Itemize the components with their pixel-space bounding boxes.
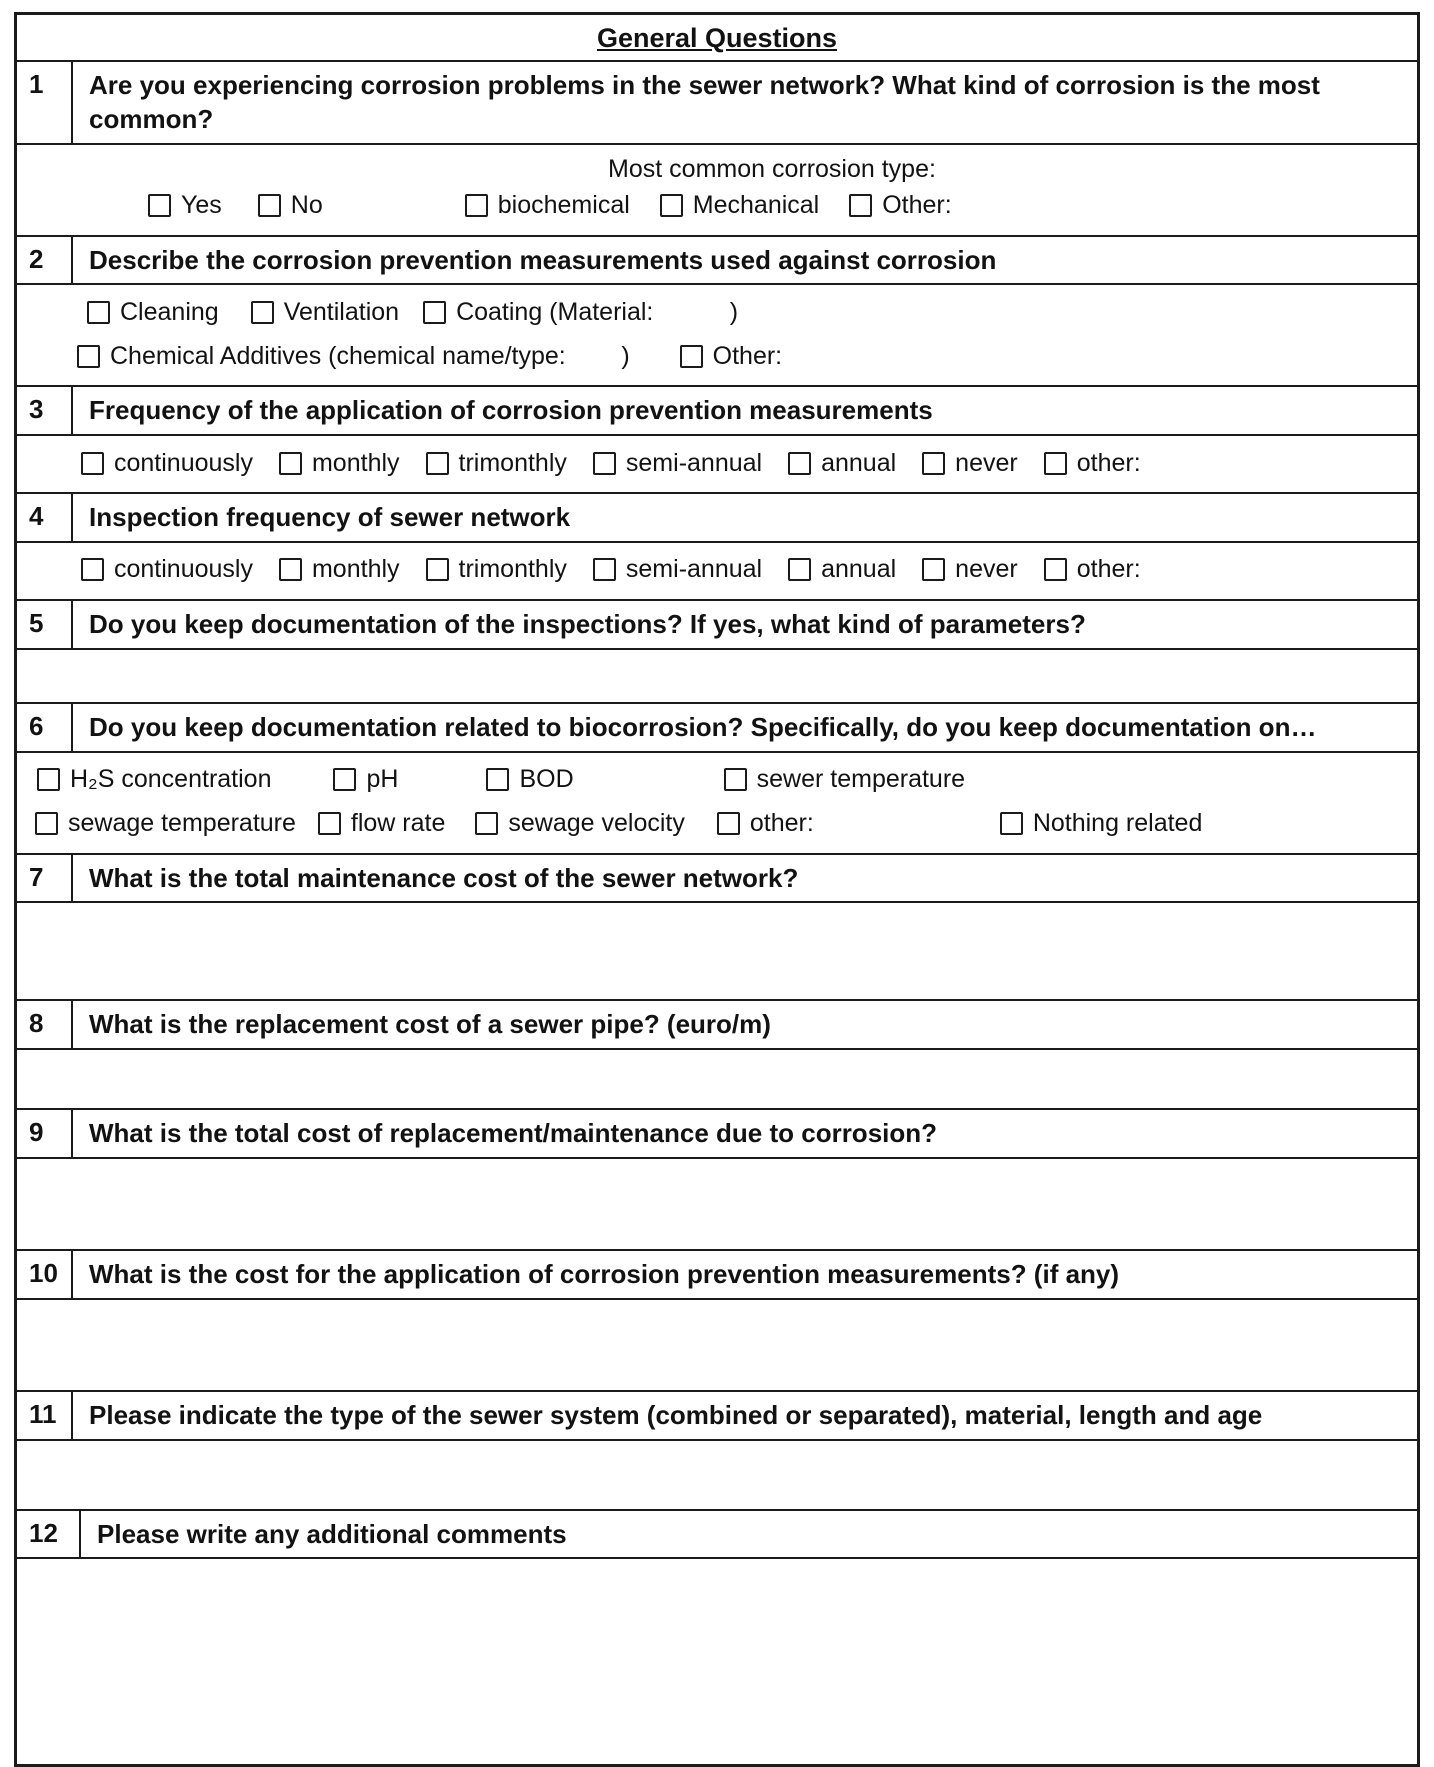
- question-number: 4: [17, 494, 73, 541]
- question-number: 2: [17, 237, 73, 284]
- checkbox-icon[interactable]: [258, 194, 281, 217]
- checkbox-icon[interactable]: [717, 812, 740, 835]
- question-number: 7: [17, 855, 73, 902]
- question-text: Please write any additional comments: [97, 1518, 567, 1549]
- checkbox-icon[interactable]: [486, 768, 509, 791]
- checkbox-continuously[interactable]: [81, 555, 253, 584]
- answer-area[interactable]: [17, 1300, 1417, 1390]
- checkbox-icon[interactable]: [423, 301, 446, 324]
- checkbox-other-frequency[interactable]: [1044, 555, 1141, 584]
- checkbox-label: never: [955, 555, 1018, 584]
- question-text: What is the cost for the application of corrosion prevention measurements? (if any): [89, 1258, 1120, 1289]
- question-row-10: [17, 1249, 1417, 1298]
- checkbox-icon[interactable]: [77, 345, 100, 368]
- checkbox-yes[interactable]: [148, 191, 222, 220]
- checkbox-label: monthly: [311, 448, 400, 477]
- question-number: 12: [17, 1511, 81, 1558]
- checkbox-label: Nothing related: [1032, 809, 1203, 838]
- question-text: What is the replacement cost of a sewer pipe? (euro/m): [89, 1009, 771, 1040]
- checkbox-label: Other:: [712, 341, 783, 370]
- checkbox-never[interactable]: [922, 555, 1018, 584]
- answer-area[interactable]: [17, 903, 1417, 999]
- checkbox-icon[interactable]: [593, 558, 616, 581]
- checkbox-semi-annual[interactable]: [593, 555, 762, 584]
- checkbox-label: semi-annual: [625, 555, 763, 584]
- question-text: Are you experiencing corrosion problems in the sewer network? What kind of corrosion is the most common?: [89, 70, 1320, 134]
- checkbox-label: Ventilation: [283, 297, 400, 326]
- answer-row-11: [17, 1439, 1417, 1509]
- checkbox-icon[interactable]: [593, 452, 616, 475]
- answer-row-7: [17, 901, 1417, 999]
- checkbox-icon[interactable]: [426, 452, 449, 475]
- question-row-1: [17, 60, 1417, 143]
- checkbox-trimonthly[interactable]: [426, 449, 567, 478]
- question-text: Inspection frequency of sewer network: [89, 502, 571, 533]
- checkbox-label: Chemical Additives (chemical name/type: ): [110, 341, 630, 370]
- checkbox-label: pH: [366, 765, 399, 794]
- question-row-7: [17, 853, 1417, 902]
- checkbox-icon[interactable]: [922, 558, 945, 581]
- question-2-options: [17, 283, 1417, 385]
- checkbox-label: annual: [821, 555, 897, 584]
- checkbox-icon[interactable]: [426, 558, 449, 581]
- checkbox-label: sewer temperature: [756, 765, 966, 794]
- corrosion-type-note: Most common corrosion type:: [608, 154, 936, 183]
- checkbox-label: trimonthly: [458, 555, 567, 584]
- question-row-3: [17, 385, 1417, 434]
- checkbox-label: trimonthly: [458, 448, 567, 477]
- question-row-2: [17, 235, 1417, 284]
- question-number: 1: [17, 62, 73, 143]
- checkbox-trimonthly[interactable]: [426, 555, 567, 584]
- checkbox-label: Yes: [181, 191, 222, 220]
- checkbox-icon[interactable]: [81, 558, 104, 581]
- checkbox-label: Coating (Material: ): [456, 297, 739, 326]
- question-3-options: [17, 434, 1417, 492]
- checkbox-label: sewage velocity: [508, 809, 685, 838]
- question-row-11: [17, 1390, 1417, 1439]
- checkbox-icon[interactable]: [680, 345, 703, 368]
- checkbox-label: Cleaning: [120, 297, 219, 326]
- question-text: What is the total maintenance cost of the sewer network?: [89, 862, 799, 893]
- checkbox-icon[interactable]: [37, 768, 60, 791]
- checkbox-annual[interactable]: [788, 555, 896, 584]
- answer-row-8: [17, 1048, 1417, 1108]
- checkbox-semi-annual[interactable]: [593, 449, 762, 478]
- checkbox-ph[interactable]: [333, 765, 398, 794]
- answer-row-9: [17, 1157, 1417, 1249]
- checkbox-icon[interactable]: [788, 452, 811, 475]
- form-header: [17, 15, 1417, 60]
- checkbox-icon[interactable]: [148, 194, 171, 217]
- checkbox-chemical-additives[interactable]: [77, 342, 630, 371]
- checkbox-icon[interactable]: [475, 812, 498, 835]
- questionnaire-form: [14, 12, 1420, 1767]
- question-1-options: [17, 143, 1417, 235]
- checkbox-label: annual: [821, 448, 897, 477]
- answer-area[interactable]: [17, 1050, 1417, 1108]
- checkbox-label: No: [290, 191, 323, 220]
- question-4-options: [17, 541, 1417, 599]
- question-number: 10: [17, 1251, 73, 1298]
- checkbox-label: sewage temperature: [68, 809, 296, 838]
- checkbox-icon[interactable]: [922, 452, 945, 475]
- question-number: 11: [17, 1392, 73, 1439]
- checkbox-icon[interactable]: [1044, 558, 1067, 581]
- checkbox-label: H₂S concentration: [70, 765, 272, 794]
- checkbox-biochemical[interactable]: [465, 191, 630, 220]
- checkbox-icon[interactable]: [87, 301, 110, 324]
- checkbox-label: BOD: [519, 765, 574, 794]
- question-row-6: [17, 702, 1417, 751]
- checkbox-icon[interactable]: [279, 558, 302, 581]
- question-row-4: [17, 492, 1417, 541]
- checkbox-other-documentation[interactable]: [717, 809, 814, 838]
- checkbox-other-prevention[interactable]: [680, 342, 782, 371]
- question-text: Do you keep documentation related to biocorrosion? Specifically, do you keep documentation on…: [89, 711, 1317, 742]
- checkbox-icon[interactable]: [660, 194, 683, 217]
- checkbox-sewage-velocity[interactable]: [475, 809, 684, 838]
- checkbox-label: other:: [1076, 555, 1141, 584]
- checkbox-label: continuously: [114, 555, 253, 584]
- question-number: 8: [17, 1001, 73, 1048]
- checkbox-icon[interactable]: [279, 452, 302, 475]
- checkbox-bod[interactable]: [486, 765, 573, 794]
- answer-area[interactable]: [17, 1159, 1417, 1249]
- answer-row-5: [17, 648, 1417, 702]
- checkbox-never[interactable]: [922, 449, 1018, 478]
- checkbox-icon[interactable]: [724, 768, 747, 791]
- checkbox-sewer-temperature[interactable]: [724, 765, 965, 794]
- checkbox-sewage-temperature[interactable]: [35, 809, 296, 838]
- answer-area[interactable]: [17, 650, 1417, 702]
- checkbox-label: monthly: [311, 555, 400, 584]
- answer-row-10: [17, 1298, 1417, 1390]
- question-text: Do you keep documentation of the inspections? If yes, what kind of parameters?: [89, 608, 1086, 639]
- question-text: What is the total cost of replacement/maintenance due to corrosion?: [89, 1118, 938, 1149]
- checkbox-icon[interactable]: [849, 194, 872, 217]
- checkbox-label: never: [955, 448, 1018, 477]
- checkbox-ventilation[interactable]: [251, 298, 399, 327]
- question-text: Please indicate the type of the sewer system (combined or separated), material, length and age: [89, 1399, 1263, 1430]
- checkbox-other-corrosion[interactable]: [849, 191, 951, 220]
- answer-area[interactable]: [17, 1559, 1417, 1764]
- checkbox-icon[interactable]: [333, 768, 356, 791]
- checkbox-icon[interactable]: [81, 452, 104, 475]
- question-number: 3: [17, 387, 73, 434]
- checkbox-other-frequency[interactable]: [1044, 449, 1141, 478]
- question-row-5: [17, 599, 1417, 648]
- checkbox-icon[interactable]: [465, 194, 488, 217]
- answer-area[interactable]: [17, 1441, 1417, 1509]
- checkbox-annual[interactable]: [788, 449, 896, 478]
- checkbox-icon[interactable]: [1044, 452, 1067, 475]
- checkbox-label: semi-annual: [625, 448, 763, 477]
- question-row-12: [17, 1509, 1417, 1558]
- question-number: 9: [17, 1110, 73, 1157]
- checkbox-label: other:: [1076, 448, 1141, 477]
- checkbox-icon[interactable]: [251, 301, 274, 324]
- checkbox-h2s-concentration[interactable]: [37, 765, 271, 794]
- question-number: 5: [17, 601, 73, 648]
- checkbox-icon[interactable]: [788, 558, 811, 581]
- checkbox-monthly[interactable]: [279, 449, 400, 478]
- question-row-9: [17, 1108, 1417, 1157]
- page-title: General Questions: [596, 23, 838, 53]
- checkbox-cleaning[interactable]: [87, 298, 219, 327]
- checkbox-flow-rate[interactable]: [318, 809, 445, 838]
- checkbox-no[interactable]: [258, 191, 323, 220]
- checkbox-icon[interactable]: [1000, 812, 1023, 835]
- checkbox-continuously[interactable]: [81, 449, 253, 478]
- checkbox-label: Mechanical: [692, 191, 820, 220]
- checkbox-coating[interactable]: [423, 298, 738, 327]
- answer-row-12: [17, 1557, 1417, 1764]
- checkbox-label: continuously: [114, 448, 253, 477]
- checkbox-label: other:: [749, 809, 814, 838]
- question-text: Describe the corrosion prevention measurements used against corrosion: [89, 244, 997, 275]
- checkbox-nothing-related[interactable]: [1000, 809, 1203, 838]
- checkbox-icon[interactable]: [318, 812, 341, 835]
- checkbox-monthly[interactable]: [279, 555, 400, 584]
- checkbox-label: flow rate: [350, 809, 446, 838]
- checkbox-mechanical[interactable]: [660, 191, 819, 220]
- checkbox-label: Other:: [882, 191, 952, 220]
- question-number: 6: [17, 704, 73, 751]
- checkbox-icon[interactable]: [35, 812, 58, 835]
- checkbox-label: biochemical: [497, 191, 630, 220]
- question-6-options: [17, 751, 1417, 853]
- question-text: Frequency of the application of corrosion prevention measurements: [89, 395, 933, 426]
- question-row-8: [17, 999, 1417, 1048]
